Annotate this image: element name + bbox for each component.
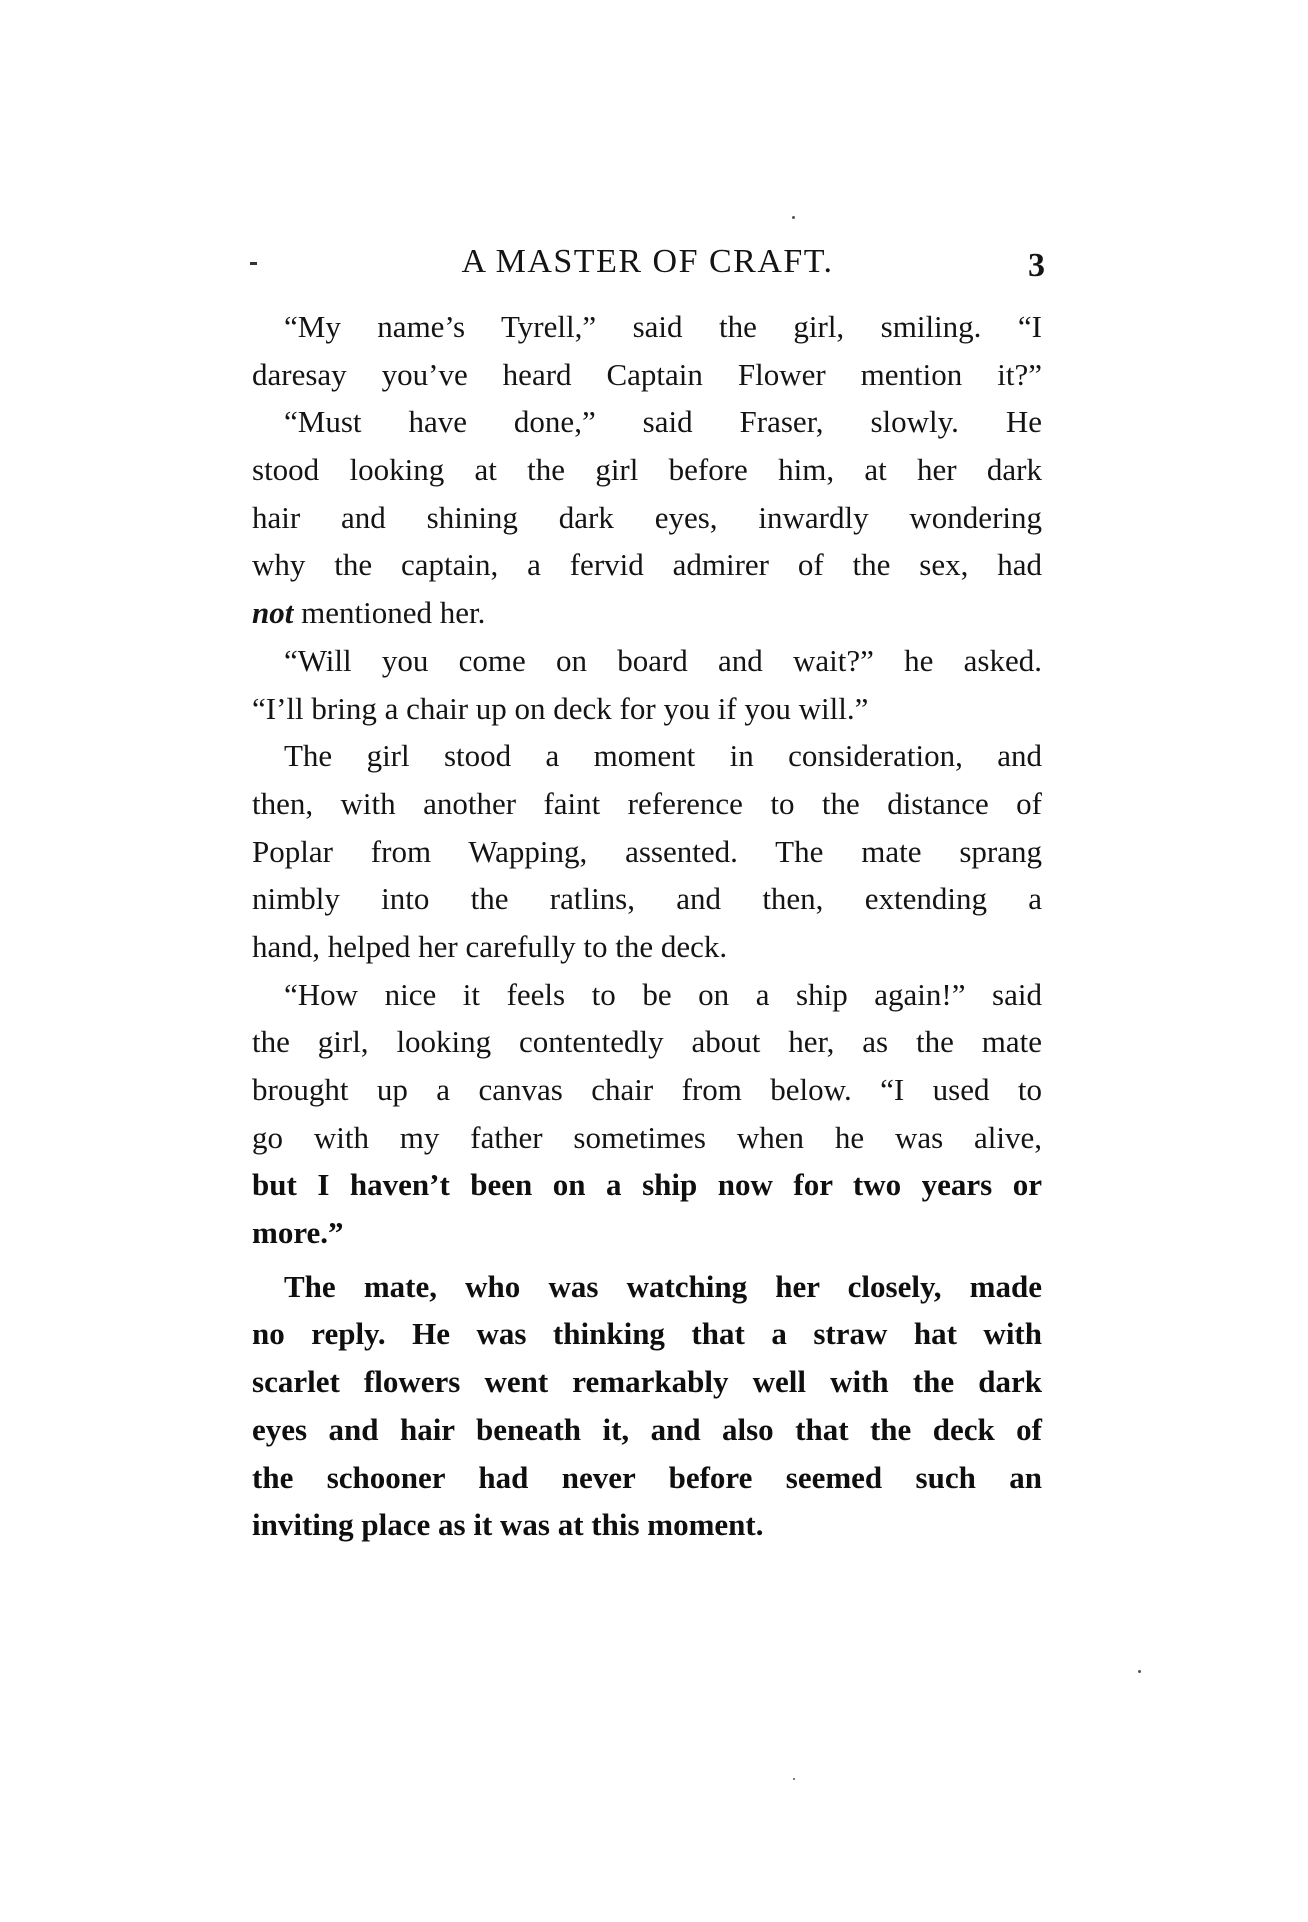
text-line: scarlet flowers went remarkably well with the dark [252,1364,1042,1400]
text-line [252,589,1042,637]
body-text [252,303,1042,1549]
text-line: go with my father sometimes when he was alive, [252,1119,1042,1155]
text-line: hand, helped her carefully to the deck. [252,928,728,964]
text-line: The girl stood a moment in consideration, and [284,738,1042,774]
ink-speck [793,1778,795,1780]
text-line: then, with another faint reference to the distance of [252,785,1042,821]
running-title: A MASTER OF CRAFT. [461,243,834,280]
text-line: Poplar from Wapping, assented. The mate sprang [252,833,1042,869]
text-line: “I’ll bring a chair up on deck for you if you will.” [252,690,869,726]
text-line: “How nice it feels to be on a ship again!” said [284,976,1042,1012]
text-line: why the captain, a fervid admirer of the sex, had [252,547,1042,583]
emphasized-word: not [252,595,294,631]
text-line: “Will you come on board and wait?” he asked. [284,642,1042,678]
text-line: the girl, looking contentedly about her, as the mate [252,1024,1042,1060]
text-line: “Must have done,” said Fraser, slowly. He [284,404,1042,440]
page-number: 3 [1028,247,1045,284]
text-line: inviting place as it was at this moment. [252,1507,764,1543]
text-fragment: mentioned her. [301,595,486,631]
page-header [250,240,1045,290]
text-line: nimbly into the ratlins, and then, extending a [252,881,1042,917]
text-line: but I haven’t been on a ship now for two years or [252,1167,1042,1203]
ink-speck [1138,1670,1141,1673]
text-line: more.” [252,1215,344,1251]
text-line: brought up a canvas chair from below. “I used to [252,1072,1042,1107]
text-line: The mate, who was watching her closely, made [284,1268,1042,1304]
text-line: no reply. He was thinking that a straw hat with [252,1316,1042,1352]
text-line: “My name’s Tyrell,” said the girl, smiling. “I [284,309,1042,344]
text-line: daresay you’ve heard Captain Flower mention it?” [252,356,1042,392]
text-line: eyes and hair beneath it, and also that the deck of [252,1411,1042,1447]
text-line: the schooner had never before seemed such an [252,1459,1042,1495]
ink-speck [792,216,795,219]
text-line: stood looking at the girl before him, at her dark [252,452,1042,488]
text-line: hair and shining dark eyes, inwardly wondering [252,499,1042,535]
